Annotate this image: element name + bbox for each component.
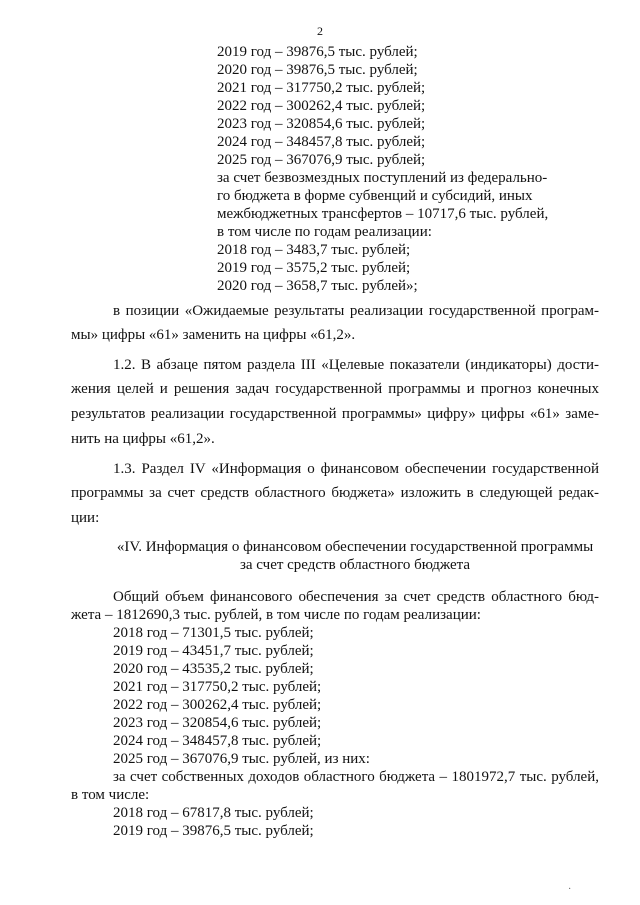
list-item: 2023 год – 320854,6 тыс. рублей; (113, 715, 322, 731)
list-item: 2023 год – 320854,6 тыс. рублей; (217, 116, 426, 132)
list-item: 2022 год – 300262,4 тыс. рублей; (217, 98, 426, 114)
list-item: 2021 год – 317750,2 тыс. рублей; (217, 80, 426, 96)
list-item: го бюджета в форме субвенций и субсидий, иных (217, 188, 533, 204)
paragraph-line: программы за счет средств областного бюджета» изложить в следующей редак- (71, 485, 599, 501)
paragraph-line: 1.2. В абзаце пятом раздела III «Целевые показатели (индикаторы) дости- (113, 357, 599, 373)
paragraph-line: за счет собственных доходов областного бюджета – 1801972,7 тыс. рублей, (113, 769, 599, 785)
paragraph-line: мы» цифры «61» заменить на цифры «61,2». (71, 327, 356, 343)
list-item: 2024 год – 348457,8 тыс. рублей; (113, 733, 322, 749)
heading-line: за счет средств областного бюджета (239, 557, 471, 573)
list-item: межбюджетных трансфертов – 10717,6 тыс. рублей, (217, 206, 549, 222)
list-item: за счет безвозмездных поступлений из федерально- (217, 170, 548, 186)
list-item: 2021 год – 317750,2 тыс. рублей; (113, 679, 322, 695)
heading-line: «IV. Информация о финансовом обеспечении государственной программы (116, 539, 594, 555)
list-item: 2019 год – 43451,7 тыс. рублей; (113, 643, 314, 659)
list-item: 2019 год – 3575,2 тыс. рублей; (217, 260, 411, 276)
paragraph-line: Общий объем финансового обеспечения за счет средств областного бюд- (113, 589, 599, 605)
list-item: 2018 год – 71301,5 тыс. рублей; (113, 625, 314, 641)
paragraph-line: жения целей и решения задач государственной программы и прогноз конечных (71, 381, 599, 397)
paragraph-line: 1.3. Раздел IV «Информация о финансовом обеспечении государственной (113, 461, 599, 477)
list-item: 2019 год – 39876,5 тыс. рублей; (113, 823, 314, 839)
scan-speck: · (568, 884, 572, 895)
paragraph-line: жета – 1812690,3 тыс. рублей, в том числе по годам реализации: (71, 607, 481, 623)
paragraph-line: ции: (71, 510, 100, 526)
list-item: 2024 год – 348457,8 тыс. рублей; (217, 134, 426, 150)
list-item: 2018 год – 67817,8 тыс. рублей; (113, 805, 314, 821)
list-item: 2020 год – 39876,5 тыс. рублей; (217, 62, 418, 78)
paragraph-line: результатов реализации государственной программы» цифру» цифры «61» заме- (71, 406, 599, 422)
list-item: в том числе по годам реализации: (217, 224, 432, 240)
paragraph-line: в том числе: (71, 787, 150, 803)
list-item: 2025 год – 367076,9 тыс. рублей; (217, 152, 426, 168)
list-item: 2020 год – 3658,7 тыс. рублей»; (217, 278, 418, 294)
list-item: 2018 год – 3483,7 тыс. рублей; (217, 242, 411, 258)
paragraph-line: нить на цифры «61,2». (71, 431, 215, 447)
list-item: 2019 год – 39876,5 тыс. рублей; (217, 44, 418, 60)
page-number: 2 (317, 24, 323, 38)
paragraph-line: в позиции «Ожидаемые результаты реализации государственной програм- (113, 303, 599, 319)
list-item: 2022 год – 300262,4 тыс. рублей; (113, 697, 322, 713)
list-item: 2025 год – 367076,9 тыс. рублей, из них: (113, 751, 370, 767)
list-item: 2020 год – 43535,2 тыс. рублей; (113, 661, 314, 677)
